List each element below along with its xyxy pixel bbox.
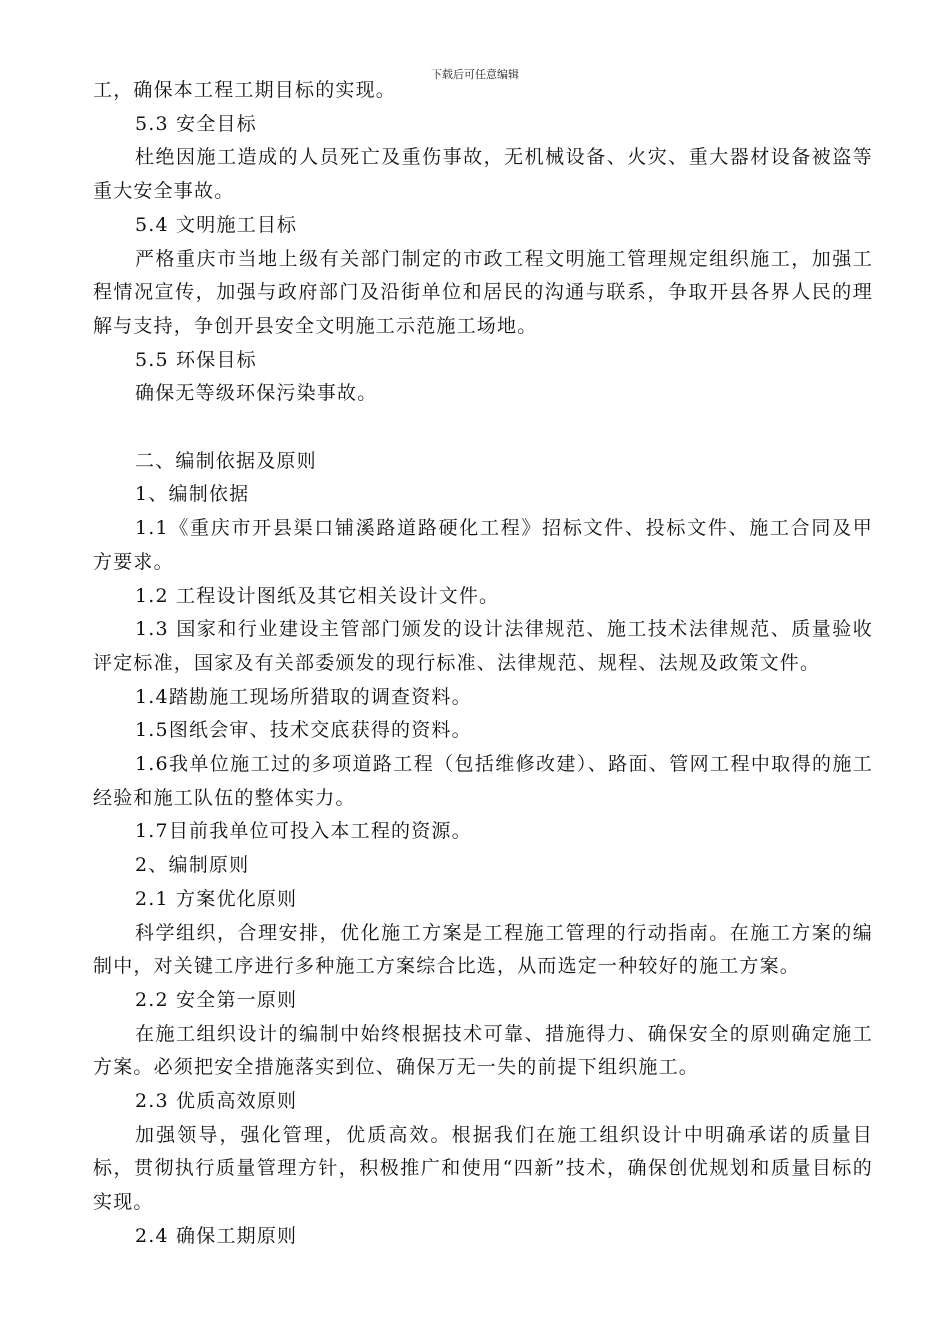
section-heading-2-1: 2.1 方案优化原则 — [135, 887, 298, 910]
paragraph-basis-1-4: 1.4踏勘施工现场所猎取的调查资料。 — [135, 685, 472, 708]
paragraph-environmental-goal: 确保无等级环保污染事故。 — [135, 382, 378, 405]
paragraph-basis-1-7: 1.7目前我单位可投入本工程的资源。 — [135, 820, 472, 843]
section-heading-2-4: 2.4 确保工期原则 — [135, 1224, 298, 1247]
page-header-note: 下载后可任意编辑 — [431, 68, 519, 81]
paragraph-basis-1-6: 1.6我单位施工过的多项道路工程（包括维修改建）、路面、管网工程中取得的施工经验和施工队伍的整体实力。 — [93, 753, 873, 809]
section-heading-2: 2、编制原则 — [135, 854, 250, 877]
blank-line — [93, 411, 873, 445]
paragraph-principle-2-3: 加强领导，强化管理，优质高效。根据我们在施工组织设计中明确承诺的质量目标，贯彻执行质量管理方针，积极推广和使用“四新”技术，确保创优规划和质量目标的实现。 — [93, 1123, 873, 1214]
paragraph-continuation: 工，确保本工程工期目标的实现。 — [93, 79, 397, 101]
paragraph-safety-goal: 杜绝因施工造成的人员死亡及重伤事故，无机械设备、火灾、重大器材设备被盗等重大安全事故。 — [93, 146, 873, 203]
paragraph-civilized-construction-goal: 严格重庆市当地上级有关部门制定的市政工程文明施工管理规定组织施工，加强工程情况宣传，加强与政府部门及沿街单位和居民的沟通与联系，争取开县各界人民的理解与支持，争创开县安全文明施工示范施工场地。 — [93, 247, 873, 337]
section-heading-1: 1、编制依据 — [135, 483, 250, 506]
paragraph-basis-1-5: 1.5图纸会审、技术交底获得的资料。 — [135, 719, 472, 742]
document-body — [93, 74, 873, 1254]
paragraph-principle-2-1: 科学组织，合理安排，优化施工方案是工程施工管理的行动指南。在施工方案的编制中，对关键工序进行多种施工方案综合比选，从而选定一种较好的施工方案。 — [93, 921, 873, 978]
paragraph-basis-1-2: 1.2 工程设计图纸及其它相关设计文件。 — [135, 584, 500, 607]
paragraph-basis-1-3: 1.3 国家和行业建设主管部门颁发的设计法律规范、施工技术法律规范、质量验收评定标准，国家及有关部委颁发的现行标准、法律规范、规程、法规及政策文件。 — [93, 618, 873, 674]
paragraph-basis-1-1: 1.1《重庆市开县渠口铺溪路道路硬化工程》招标文件、投标文件、施工合同及甲方要求。 — [93, 517, 873, 573]
section-heading-2-3: 2.3 优质高效原则 — [135, 1090, 298, 1113]
section-heading-5-4: 5.4 文明施工目标 — [135, 213, 298, 236]
paragraph-principle-2-2: 在施工组织设计的编制中始终根据技术可靠、措施得力、确保安全的原则确定施工方案。必须把安全措施落实到位、确保万无一失的前提下组织施工。 — [93, 1022, 873, 1079]
section-heading-5-5: 5.5 环保目标 — [135, 348, 257, 371]
section-heading-2-2: 2.2 安全第一原则 — [135, 988, 298, 1011]
chapter-heading-2: 二、编制依据及原则 — [135, 449, 317, 472]
section-heading-5-3: 5.3 安全目标 — [135, 112, 257, 135]
